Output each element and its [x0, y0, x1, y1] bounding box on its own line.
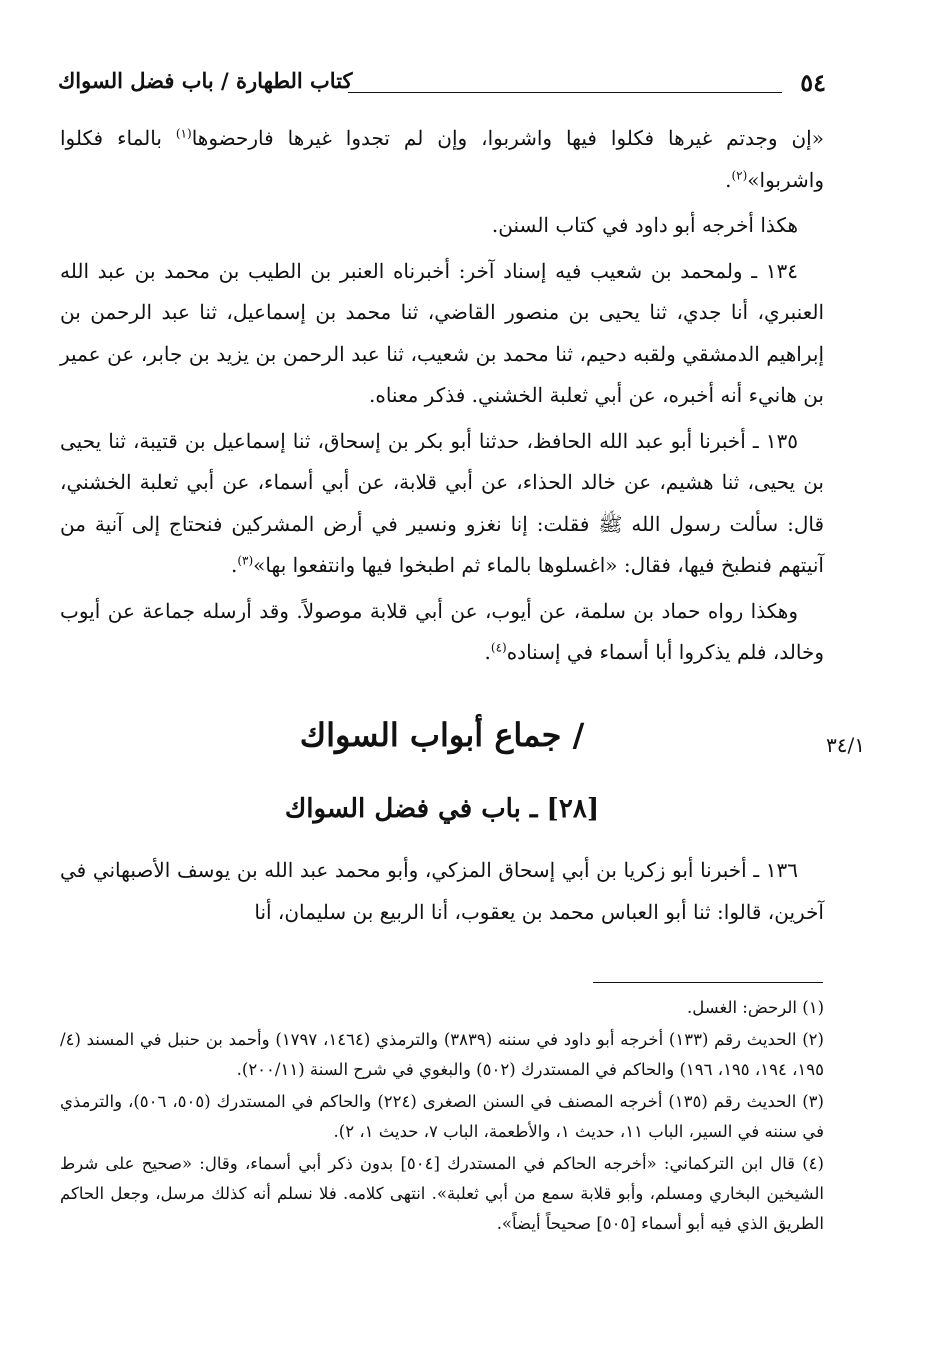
running-title: كتاب الطهارة / باب فضل السواك	[58, 68, 353, 93]
main-text	[60, 118, 824, 678]
footnote-separator	[593, 982, 823, 983]
footnote-1: (١) الرحض: الغسل.	[687, 998, 824, 1017]
footnote-2: (٢) الحديث رقم (١٣٣) أخرجه أبو داود في سننه (٣٨٣٩) والترمذي (١٤٦٤، ١٧٩٧) وأحمد بن حنبل في المسند (٤/ ١٩٥، ١٩٤، ١٩٥، ١٩٦) والحاكم في المستدرك (٥٠٢) والبغوي في شرح السنة (٢٠٠/١١).	[60, 1030, 824, 1079]
paragraph-quote: «إن وجدتم غيرها فكلوا فيها واشربوا، وإن لم تجدوا غيرها فارحضوها$^{(١)}$ بالماء فكلوا واشربوا»$^{(٢)}$.	[60, 126, 824, 192]
footnote-ref-4[interactable]: (٤)	[490, 640, 507, 655]
main-text-continued	[60, 850, 824, 937]
footnote-ref-3[interactable]: (٣)	[237, 553, 254, 568]
footnote-3: (٣) الحديث رقم (١٣٥) أخرجه المصنف في السنن الصغرى (٢٢٤) والحاكم في المستدرك (٥٠٥، ٥٠٦)، والترمذي في سننه في السير، الباب ١١، حديث ١، والأطعمة، الباب ٧، حديث ١، ٢).	[60, 1092, 824, 1141]
paragraph-hammad: وهكذا رواه حماد بن سلمة، عن أيوب، عن أبي قلابة موصولاً. وقد أرسله جماعة عن أيوب وخالد، فلم يذكروا أبا أسماء في إسناده$^{(٤)}$.	[60, 598, 824, 664]
page-number: ٥٤	[800, 68, 826, 97]
header-rule	[348, 92, 782, 93]
footnote-ref-1[interactable]: (١)	[175, 126, 192, 141]
paragraph-abudawud: هكذا أخرجه أبو داود في كتاب السنن.	[491, 213, 798, 237]
margin-reference: ٣٤/١	[826, 733, 865, 757]
chapter-heading: [٢٨] ـ باب في فضل السواك	[284, 794, 600, 824]
footnote-4: (٤) قال ابن التركماني: «أخرجه الحاكم في المستدرك [٥٠٤] بدون ذكر أبي أسماء، وقال: «صحيح على شرط الشيخين البخاري ومسلم، وأبو قلابة سمع من أبي ثعلبة». انتهى كلامه. فلا نسلم أنه كذلك مرسل، وجعل الحاكم الطريق الذي فيه أبو أسماء [٥٠٥] صحيحاً أيضاً».	[60, 1154, 824, 1233]
footnote-ref-2[interactable]: (٢)	[731, 167, 748, 182]
section-heading: / جماع أبواب السواك	[299, 716, 585, 754]
page-header	[58, 66, 826, 106]
footnotes	[60, 993, 824, 1241]
paragraph-136: ١٣٦ ـ أخبرنا أبو زكريا بن أبي إسحاق المزكي، وأبو محمد عبد الله بن يوسف الأصبهاني في آخرين، قالوا: ثنا أبو العباس محمد بن يعقوب، أنا الربيع بن سليمان، أنا	[60, 858, 824, 924]
paragraph-135: ١٣٥ ـ أخبرنا أبو عبد الله الحافظ، حدثنا أبو بكر بن إسحاق، ثنا إسماعيل بن قتيبة، ثنا يحيى بن يحيى، ثنا هشيم، عن خالد الحذاء، عن أبي قلابة، عن أبي أسماء، عن أبي ثعلبة الخشني، قال: سألت رسول الله ﷺ فقلت: إنا نغزو ونسير في أرض المشركين فنحتاج إلى آنية من آنيتهم فنطبخ فيها، فقال: «اغسلوها بالماء ثم اطبخوا فيها وانتفعوا بها»$^{(٣)}$.	[60, 428, 824, 577]
paragraph-134: ١٣٤ ـ ولمحمد بن شعيب فيه إسناد آخر: أخبرناه العنبر بن الطيب بن محمد بن عبد الله العنبري، أنا جدي، ثنا يحيى بن منصور القاضي، ثنا محمد بن إسماعيل، ثنا عبد الرحمن بن إبراهيم الدمشقي ولقبه دحيم، ثنا محمد بن شعيب، ثنا عبد الرحمن بن يزيد بن جابر، عن عمير بن هانيء أنه أخبره، عن أبي ثعلبة الخشني. فذكر معناه.	[60, 258, 824, 407]
